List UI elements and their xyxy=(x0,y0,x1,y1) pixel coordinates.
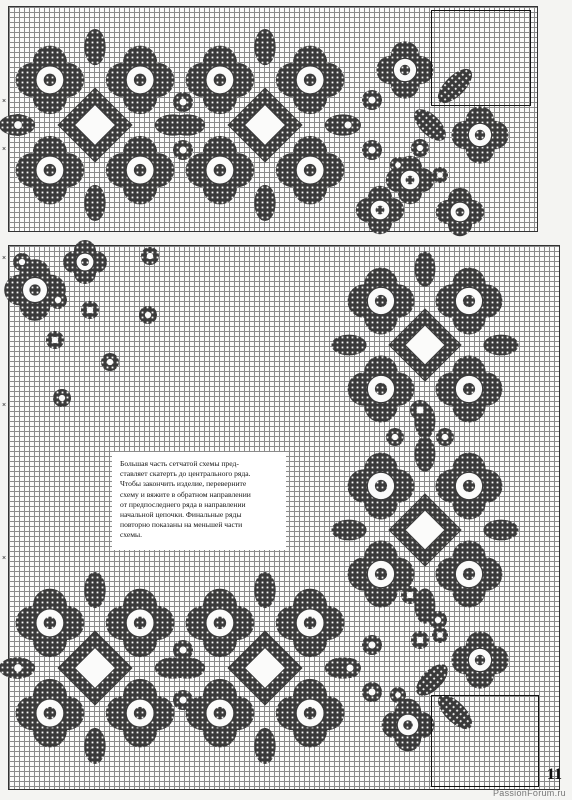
leaf-motif xyxy=(254,572,275,608)
note-line: схему и вяжите в обратном направлении xyxy=(120,489,251,499)
repeat-frame-bottom xyxy=(431,695,539,787)
leaf-motif xyxy=(84,185,105,221)
leaf-motif xyxy=(84,572,105,608)
leaf-motif xyxy=(483,335,518,356)
page-number: 11 xyxy=(546,766,562,783)
note-line: начальной цепочки. Финальные ряды xyxy=(120,510,242,520)
leaf-motif xyxy=(331,520,366,541)
leaf-motif xyxy=(409,104,451,146)
note-line: ставляет скатерть до центрального ряда. xyxy=(120,469,251,479)
watermark: PassionForum.ru xyxy=(492,788,566,798)
leaf-motif xyxy=(415,251,436,286)
note-line: от предпоследнего ряда в направлении xyxy=(120,499,246,509)
leaf-motif xyxy=(254,185,275,221)
leaf-motif xyxy=(169,657,205,678)
leaf-motif xyxy=(483,520,518,541)
row-marker: × xyxy=(2,255,7,262)
instruction-note xyxy=(112,452,286,550)
note-line: Большая часть сетчатой схемы пред- xyxy=(120,459,239,468)
leaf-motif xyxy=(84,29,105,65)
leaf-motif xyxy=(169,114,205,135)
note-line: схемы. xyxy=(120,530,143,540)
leaf-motif xyxy=(331,335,366,356)
row-marker: × xyxy=(2,146,7,153)
note-line: повторно показаны на меньшей части xyxy=(120,520,243,530)
leaf-motif xyxy=(254,29,275,65)
row-marker: × xyxy=(2,402,7,409)
repeat-frame-top xyxy=(431,10,531,106)
leaf-motif xyxy=(254,728,275,764)
leaf-motif xyxy=(84,728,105,764)
row-marker: × xyxy=(2,98,7,105)
note-line: Чтобы закончить изделие, переверните xyxy=(120,479,247,489)
leaf-motif xyxy=(415,436,436,471)
row-marker: × xyxy=(2,555,7,562)
